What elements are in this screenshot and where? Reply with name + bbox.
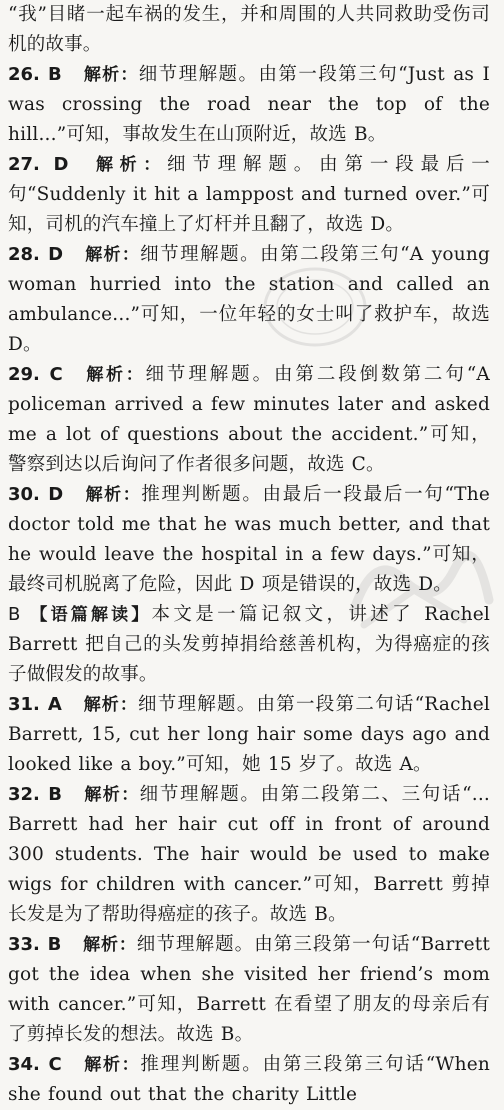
question-30 — [8, 480, 490, 600]
question-28 — [8, 240, 490, 360]
answer-letter: B — [48, 64, 62, 85]
question-number: 28. — [8, 244, 40, 265]
answer-letter: C — [48, 1054, 62, 1075]
analysis-text: 细节理解题。由第一段最后一句“Suddenly it hit a lamppost and turned over.”可知，司机的汽车撞上了灯杆并且翻了，故选 D。 — [8, 154, 490, 235]
section-b-summary — [8, 600, 490, 690]
answer-letter: D — [53, 154, 69, 175]
answer-letter: D — [48, 484, 64, 505]
analysis-text: 推理判断题。由第三段第三句话“When she found out that the charity Little — [8, 1054, 490, 1105]
analysis-tag: 解析： — [84, 785, 140, 805]
passage-summary-text: 本文是一篇记叙文，讲述了 Rachel Barrett 把自己的头发剪掉捐给慈善机构，为得癌症的孩子做假发的故事。 — [8, 604, 490, 685]
analysis-tag: 解析： — [85, 485, 142, 505]
analysis-tag: 解析： — [86, 365, 146, 385]
question-number: 27. — [8, 154, 40, 175]
question-number: 26. — [8, 64, 40, 85]
analysis-text: 细节理解题。由第一段第二句话“Rachel Barrett, 15, cut her long hair some days ago and looked like a boy.”可知，她 15 岁了。故选 A。 — [8, 694, 491, 775]
analysis-text: 细节理解题。由第二段第三句“A young woman hurried into the station and called an ambulance...”可知，一位年轻的女士叫了救护车，故选 D。 — [8, 244, 490, 355]
question-34 — [8, 1050, 490, 1110]
section-label: B — [8, 604, 21, 625]
analysis-tag: 解析： — [95, 155, 167, 175]
answer-letter: D — [48, 244, 64, 265]
question-number: 29. — [8, 364, 40, 385]
intro-text: “我”目睹一起车祸的发生，并和周围的人共同救助受伤司机的故事。 — [8, 4, 490, 55]
question-27 — [8, 150, 490, 240]
question-32 — [8, 780, 490, 930]
answer-letter: A — [47, 694, 62, 715]
question-number: 31. — [8, 694, 40, 715]
analysis-text: 细节理解题。由第二段第二、三句话“... Barrett had her hair cut off in front of around 300 students. The hair would be used to make wigs for children with cancer.”可知，Barrett 剪掉长发是为了帮助得癌症的孩子。故选 B。 — [8, 784, 490, 925]
analysis-tag: 解析： — [85, 245, 141, 265]
answer-letter: C — [49, 364, 63, 385]
analysis-tag: 解析： — [84, 1055, 141, 1075]
question-number: 30. — [8, 484, 40, 505]
question-29 — [8, 360, 490, 480]
question-33 — [8, 930, 490, 1050]
question-number: 32. — [8, 784, 40, 805]
analysis-tag: 解析： — [83, 695, 138, 715]
analysis-tag: 解析： — [83, 65, 139, 85]
passage-summary-tag: 【语篇解读】 — [30, 605, 152, 625]
question-26 — [8, 60, 490, 150]
analysis-text: 推理判断题。由最后一段最后一句“The doctor told me that he was much better, and that he would leave the hospital in a few days.”可知，最终司机脱离了危险，因此 D 项是错误的，故选 D。 — [8, 484, 490, 595]
analysis-text: 细节理解题。由第二段倒数第二句“A policeman arrived a few minutes later and asked me a lot of questions about the accident.”可知，警察到达以后询问了作者很多问题，故选 C。 — [8, 364, 490, 475]
question-number: 34. — [8, 1054, 40, 1075]
analysis-text: 细节理解题。由第三段第一句话“Barrett got the idea when she visited her friend’s mom with cancer.”可知，Barrett 在看望了朋友的母亲后有了剪掉长发的想法。故选 B。 — [8, 934, 490, 1045]
analysis-text: 细节理解题。由第一段第三句“Just as I was crossing the road near the top of the hill...”可知，事故发生在山顶附近，故选 B。 — [8, 64, 490, 145]
question-31 — [8, 690, 490, 780]
analysis-tag: 解析： — [83, 935, 137, 955]
answer-letter: B — [47, 934, 62, 955]
answer-letter: B — [48, 784, 62, 805]
question-number: 33. — [8, 934, 40, 955]
